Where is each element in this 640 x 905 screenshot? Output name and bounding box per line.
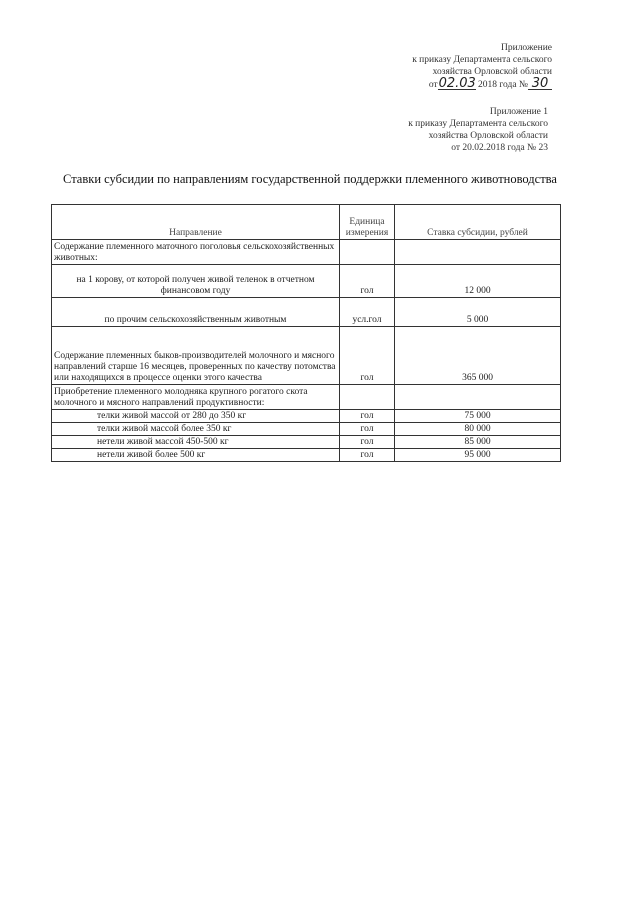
department-name: хозяйства Орловской области [428, 131, 548, 141]
order-date-line [412, 78, 552, 91]
table-row [52, 298, 561, 327]
row-rate: 75 000 [395, 410, 561, 423]
subsidy-rates-table [51, 204, 561, 462]
appendix-header-current [412, 42, 552, 91]
table-row [52, 410, 561, 423]
handwritten-date: 02.03 [438, 76, 476, 91]
row-unit: гол [340, 436, 395, 449]
appendix-label: Приложение 1 [489, 107, 548, 117]
row-rate: 80 000 [395, 423, 561, 436]
order-date-line: от 20.02.2018 года № 23 [451, 143, 548, 153]
column-header-rate: Ставка субсидии, рублей [395, 205, 561, 240]
row-direction: нетели живой массой 450-500 кг [52, 436, 340, 449]
column-header-unit: Единица измерения [340, 205, 395, 240]
row-direction: телки живой массой от 280 до 350 кг [52, 410, 340, 423]
table-row [52, 265, 561, 298]
table-row [52, 385, 561, 410]
date-suffix: 2018 года № [477, 80, 528, 90]
row-rate: 5 000 [395, 298, 561, 327]
row-rate: 365 000 [395, 327, 561, 385]
row-unit: гол [340, 327, 395, 385]
row-rate: 95 000 [395, 449, 561, 462]
row-rate [395, 385, 561, 410]
table-row [52, 240, 561, 265]
table-row [52, 423, 561, 436]
row-unit: усл.гол [340, 298, 395, 327]
department-name: хозяйства Орловской области [432, 67, 552, 77]
order-reference: к приказу Департамента сельского [408, 119, 548, 129]
row-direction: Содержание племенного маточного поголовья сельскохозяйственных животных: [52, 240, 340, 265]
row-rate [395, 240, 561, 265]
document-title: Ставки субсидии по направлениям государственной поддержки племенного животноводства [63, 172, 557, 186]
row-direction: по прочим сельскохозяйственным животным [52, 298, 340, 327]
column-header-direction: Направление [52, 205, 340, 240]
table-header-row [52, 205, 561, 240]
row-direction: Содержание племенных быков-производителей молочного и мясного направлений старше 16 месяцев, проверенных по качеству потомства или находящихся в процессе оценки этого качества [52, 327, 340, 385]
appendix-header-previous [408, 106, 548, 154]
appendix-label: Приложение [501, 43, 552, 53]
order-reference: к приказу Департамента сельского [412, 55, 552, 65]
row-direction: телки живой массой более 350 кг [52, 423, 340, 436]
row-direction: на 1 корову, от которой получен живой теленок в отчетном финансовом году [52, 265, 340, 298]
row-direction: Приобретение племенного молодняка крупного рогатого скота молочного и мясного направлений продуктивности: [52, 385, 340, 410]
table-row [52, 436, 561, 449]
row-direction: нетели живой более 500 кг [52, 449, 340, 462]
row-unit [340, 240, 395, 265]
date-prefix: от [428, 80, 438, 90]
row-unit: гол [340, 410, 395, 423]
row-unit: гол [340, 265, 395, 298]
row-rate: 12 000 [395, 265, 561, 298]
row-unit: гол [340, 449, 395, 462]
table-row [52, 449, 561, 462]
handwritten-order-number: 30 [528, 78, 552, 90]
table-row [52, 327, 561, 385]
row-unit [340, 385, 395, 410]
row-unit: гол [340, 423, 395, 436]
row-rate: 85 000 [395, 436, 561, 449]
